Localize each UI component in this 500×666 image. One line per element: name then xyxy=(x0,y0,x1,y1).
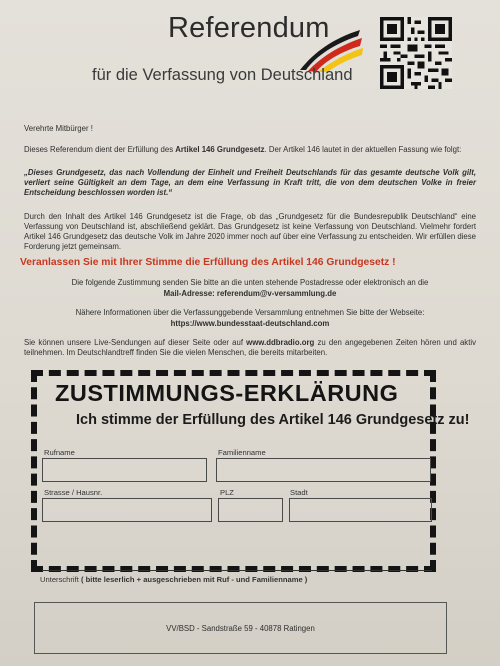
german-flag-swoosh-icon xyxy=(296,24,364,72)
strasse-field[interactable] xyxy=(42,498,212,522)
greeting: Verehrte Mitbürger ! xyxy=(24,124,93,133)
familienname-field[interactable] xyxy=(216,458,431,482)
website-link[interactable]: https://www.bundesstaat-deutschland.com xyxy=(170,319,330,328)
plz-field[interactable] xyxy=(218,498,283,522)
consent-statement: Ich stimme der Erfüllung des Artikel 146 Grundgesetz zu! xyxy=(76,412,470,428)
stadt-field[interactable] xyxy=(289,498,432,522)
familienname-label: Familienname xyxy=(218,448,266,457)
stadt-label: Stadt xyxy=(290,488,308,497)
info-text: Nähere Informationen über die Verfassunggebende Versammlung entnehmen Sie bitte der Webseite: xyxy=(75,308,425,317)
qr-code-icon[interactable] xyxy=(380,17,452,89)
call-to-action: Veranlassen Sie mit Ihrer Stimme die Erfüllung des Artikel 146 Grundgesetz ! xyxy=(20,257,396,268)
rufname-label: Rufname xyxy=(44,448,75,457)
intro-paragraph: Dieses Referendum dient der Erfüllung des Artikel 146 Grundgesetz. Der Artikel 146 lautet in der aktuellen Fassung wie folgt: xyxy=(24,145,462,154)
signature-line[interactable] xyxy=(42,570,432,571)
explanation-paragraph: Durch den Inhalt des Artikel 146 Grundgesetz ist die Frage, ob das „Grundgesetz für die Bundesrepublik Deutschland“ eine Verfassung von Deutschland ist, abschließend geklärt. Das Grundgesetz ist keine Verfassung von Deutschland. Vielmehr fordert Artikel 146 Grundgesetz das deutsche Volk im Jahre 2020 immer noch auf über eine Verfassung zu entscheiden. Wir erfüllen diese Forderung jetzt gemeinsam. xyxy=(24,212,476,251)
document-title: Referendum xyxy=(168,12,330,44)
postal-address: VV/BSD - Sandstraße 59 - 40878 Ratingen xyxy=(166,624,315,633)
document-subtitle: für die Verfassung von Deutschland xyxy=(92,66,353,84)
mail-address[interactable]: Mail-Adresse: referendum@v-versammlung.de xyxy=(163,289,337,298)
live-broadcast-note: Sie können unsere Live-Sendungen auf dieser Seite oder auf www.ddbradio.org zu den angegebenen Zeiten hören und aktiv teilnehmen. Im Deutschlandtreff finden Sie die vielen Menschen, die bereits mitarbeiten. xyxy=(24,338,477,357)
radio-link[interactable]: www.ddbradio.org xyxy=(246,338,315,347)
strasse-label: Strasse / Hausnr. xyxy=(44,488,103,497)
article-146-quote: „Dieses Grundgesetz, das nach Vollendung der Einheit und Freiheit Deutschlands für das gesamte deutsche Volk gilt, verliert seine Gültigkeit an dem Tage, an dem eine Verfassung in Kraft tritt, die von dem deutschen Volke in freier Entscheidung beschlossen worden ist.“ xyxy=(24,168,476,197)
rufname-field[interactable] xyxy=(42,458,207,482)
consent-heading: ZUSTIMMUNGS-ERKLÄRUNG xyxy=(55,380,399,406)
signature-label: Unterschrift ( bitte leserlich + ausgeschrieben mit Ruf - und Familienname ) xyxy=(40,575,308,584)
send-instructions: Die folgende Zustimmung senden Sie bitte an die unten stehende Postadresse oder elektronisch an die xyxy=(71,278,429,287)
plz-label: PLZ xyxy=(220,488,234,497)
